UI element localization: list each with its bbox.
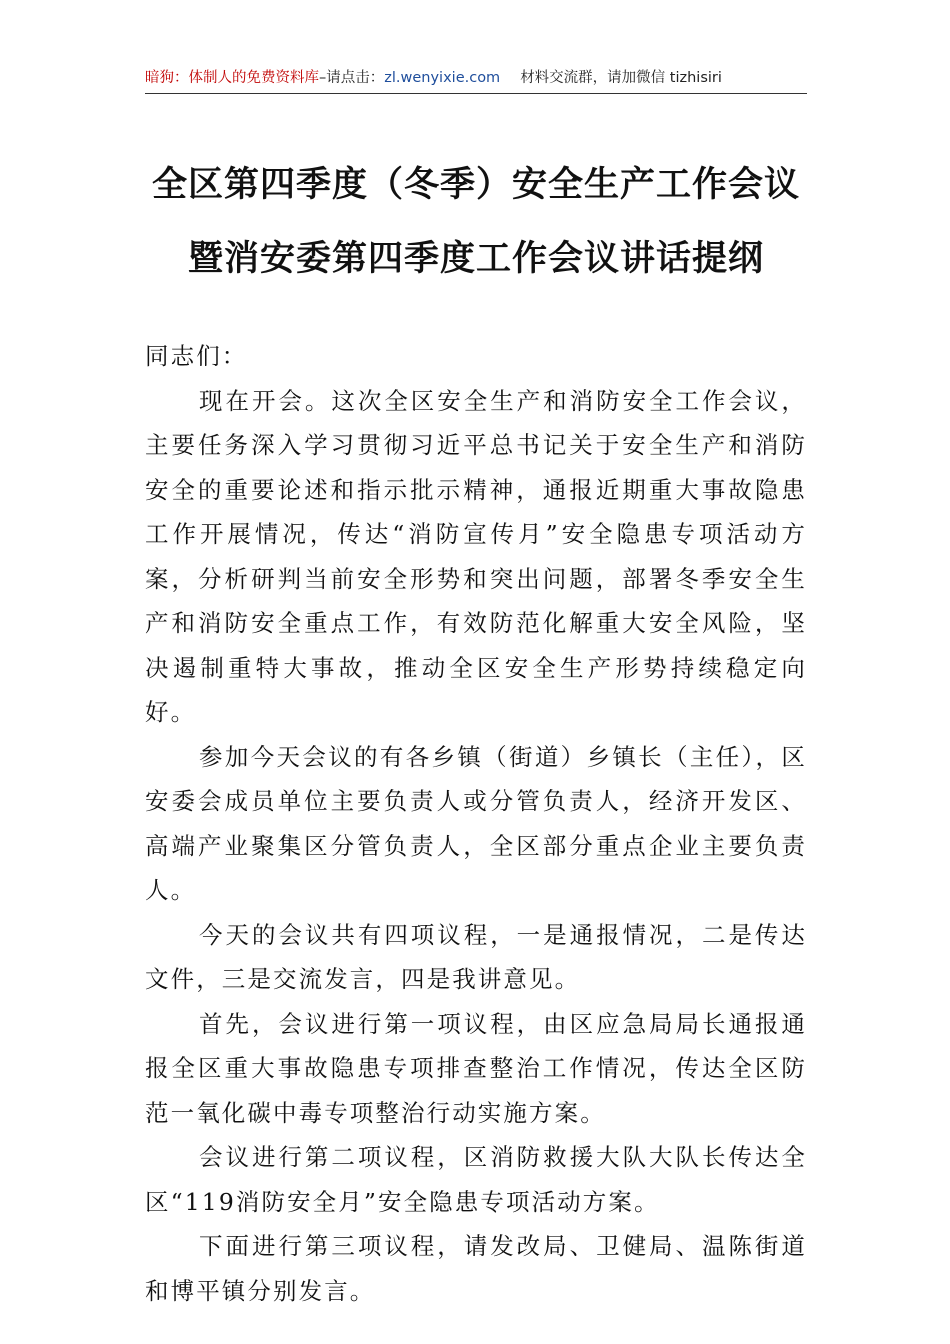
paragraph: 首先，会议进行第一项议程，由区应急局局长通报通报全区重大事故隐患专项排查整治工作情况，传达全区防范一氧化碳中毒专项整治行动实施方案。 xyxy=(145,1009,807,1127)
header-site-label: 暗狗：体制人的免费资料库 xyxy=(145,70,319,86)
page-header xyxy=(145,66,807,90)
salutation: 同志们： xyxy=(145,342,248,370)
paragraph: 参加今天会议的有各乡镇（街道）乡镇长（主任），区安委会成员单位主要负责人或分管负责人，经济开发区、高端产业聚集区分管负责人，全区部分重点企业主要负责人。 xyxy=(145,742,807,904)
header-divider xyxy=(145,93,807,94)
paragraph: 今天的会议共有四项议程，一是通报情况，二是传达文件，三是交流发言，四是我讲意见。 xyxy=(145,920,807,993)
header-url-link[interactable]: zl.wenyixie.com xyxy=(384,70,501,86)
header-contact: 材料交流群，请加微信 tizhisiri xyxy=(520,70,722,86)
paragraph: 现在开会。这次全区安全生产和消防安全工作会议，主要任务深入学习贯彻习近平总书记关于安全生产和消防安全的重要论述和指示批示精神，通报近期重大事故隐患工作开展情况，传达“消防宣传月”安全隐患专项活动方案，分析研判当前安全形势和突出问题，部署冬季安全生产和消防安全重点工作，有效防范化解重大安全风险，坚决遏制重特大事故，推动全区安全生产形势持续稳定向好。 xyxy=(145,386,807,726)
document-title-line-1: 全区第四季度（冬季）安全生产工作会议 xyxy=(151,164,800,205)
paragraph: 下面进行第三项议程，请发改局、卫健局、温陈街道和博平镇分别发言。 xyxy=(145,1232,807,1305)
header-click-label: –请点击： xyxy=(319,70,385,86)
document-title-line-2: 暨消安委第四季度工作会议讲话提纲 xyxy=(187,238,764,279)
document-body xyxy=(145,334,807,1313)
paragraph: 会议进行第二项议程，区消防救援大队大队长传达全区“119消防安全月”安全隐患专项活动方案。 xyxy=(145,1143,807,1216)
